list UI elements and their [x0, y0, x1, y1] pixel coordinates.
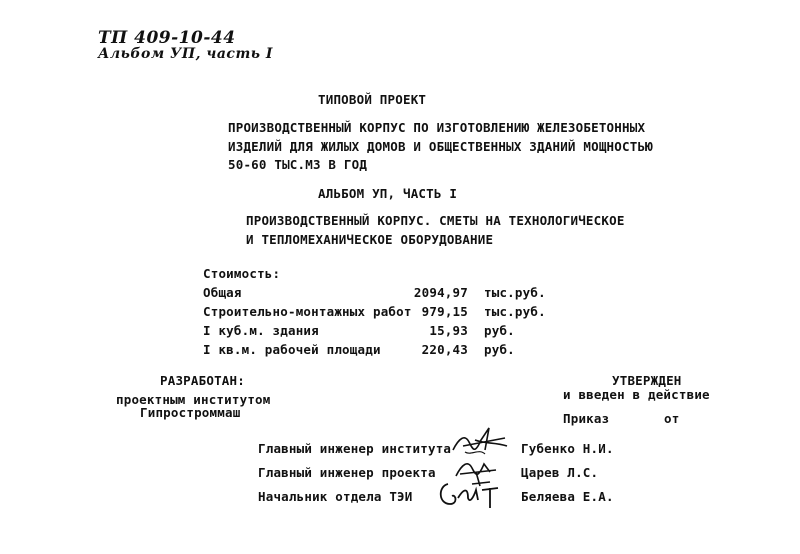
cost-row-value: 15,93 [429, 323, 468, 338]
cost-row-value: 220,43 [421, 342, 468, 357]
approval-date-label: от [664, 411, 680, 426]
signatory-name: Губенко Н.И. [521, 441, 614, 456]
cost-row-unit: руб. [484, 342, 515, 357]
cost-row-unit: руб. [484, 323, 515, 338]
approved-line-1: и введен в действие [563, 387, 710, 402]
developed-heading: РАЗРАБОТАН: [160, 373, 245, 388]
title-line-3: 50-60 ТЫС.М3 В ГОД [228, 157, 368, 172]
subtitle-line-1: ПРОИЗВОДСТВЕННЫЙ КОРПУС. СМЕТЫ НА ТЕХНОЛОГИЧЕСКОЕ [246, 213, 625, 228]
title-line-1: ПРОИЗВОДСТВЕННЫЙ КОРПУС ПО ИЗГОТОВЛЕНИЮ ЖЕЛЕЗОБЕТОННЫХ [228, 120, 646, 135]
signature-role: Начальник отдела ТЭИ [258, 489, 413, 504]
approved-heading: УТВЕРЖДЕН [612, 373, 682, 388]
album-title: АЛЬБОМ УП, ЧАСТЬ I [318, 186, 458, 201]
project-type-title: ТИПОВОЙ ПРОЕКТ [318, 92, 427, 107]
cost-row-label: Строительно-монтажных работ [203, 304, 412, 319]
cost-row-label: I куб.м. здания [203, 323, 319, 338]
cost-row-label: I кв.м. рабочей площади [203, 342, 381, 357]
cost-row-value: 979,15 [421, 304, 468, 319]
title-line-2: ИЗДЕЛИЙ ДЛЯ ЖИЛЫХ ДОМОВ И ОБЩЕСТВЕННЫХ ЗДАНИЙ МОЩНОСТЬЮ [228, 139, 653, 154]
signature-role: Главный инженер института [258, 441, 452, 456]
signatory-name: Царев Л.С. [521, 465, 599, 480]
cost-row-label: Общая [203, 285, 242, 300]
developed-line-2: Гипростроммаш [140, 405, 241, 420]
album-part-label: Альбом УП, часть I [98, 46, 273, 62]
developed-line-1: проектным институтом [116, 392, 271, 407]
cost-row-value: 2094,97 [413, 285, 468, 300]
cost-row-unit: тыс.руб. [484, 304, 546, 319]
cost-row-unit: тыс.руб. [484, 285, 546, 300]
cost-heading: Стоимость: [203, 266, 281, 281]
subtitle-line-2: И ТЕПЛОМЕХАНИЧЕСКОЕ ОБОРУДОВАНИЕ [246, 232, 494, 247]
signature-role: Главный инженер проекта [258, 465, 436, 480]
approval-order-label: Приказ [563, 411, 610, 426]
project-code: ТП 409-10-44 [98, 28, 236, 48]
signatory-name: Беляева Е.А. [521, 489, 614, 504]
signature-mark [434, 474, 514, 514]
